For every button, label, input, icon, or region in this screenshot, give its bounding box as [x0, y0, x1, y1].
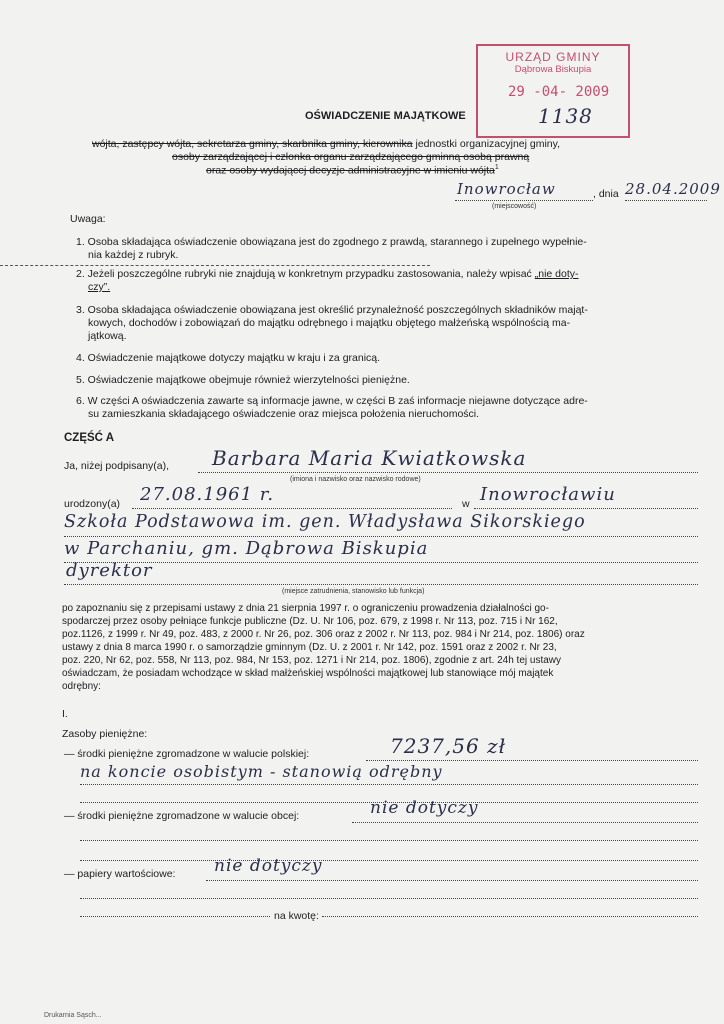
name-field — [198, 448, 698, 473]
notes-divider — [0, 265, 430, 266]
note-line-1: 1. Osoba składająca oświadczenie obowiązana jest do zgodnego z prawdą, starannego i zupełnego wypełnie- — [76, 236, 587, 248]
legal-text-5: poz. 220, Nr 62, poz. 558, Nr 113, poz. 984, Nr 153, poz. 1271 i Nr 214, poz. 1806), zgodnie z art. 24h tej ustawy — [62, 655, 561, 666]
born-place-value: Inowrocławiu — [480, 484, 616, 505]
stamp-date: 29 -04- 2009 — [508, 84, 610, 100]
born-date-value: 27.08.1961 r. — [140, 484, 275, 505]
section-roman: I. — [62, 708, 68, 720]
born-in-label: w — [462, 498, 470, 510]
note-line-11: su zamieszkania składającego oświadczenie oraz miejsca położenia nieruchomości. — [88, 408, 480, 420]
notes-heading: Uwaga: — [70, 213, 106, 225]
work-line-3-value: dyrektor — [66, 560, 153, 581]
note-line-4: czy”. — [88, 281, 111, 293]
stamp-number: 1138 — [538, 104, 593, 128]
pln-field — [366, 734, 698, 761]
header-line-1-struck: wójta, zastępcy wójta, sekretarza gminy, skarbnika gminy, kierownika — [92, 138, 413, 150]
note-line-3-quote: „nie doty- — [534, 268, 579, 280]
header-line-1-rest: jednostki organizacyjnej gminy, — [412, 138, 561, 150]
note-line-6: kowych, dochodów i zobowiązań do majątku odrębnego i majątku objętego małżeńską wspólnością ma- — [88, 317, 571, 329]
stamp-office-name: URZĄD GMINY — [505, 50, 601, 64]
foreign-value: nie dotyczy — [370, 798, 479, 818]
legal-text-3: poz.1126, z 1999 r. Nr 49, poz. 483, z 2000 r. Nr 26, poz. 306 oraz z 2002 r. Nr 113, poz. 984 i Nr 214, poz. 1806) oraz — [62, 629, 585, 640]
foreign-blank-line-1 — [80, 824, 698, 841]
note-line-10: 6. W części A oświadczenia zawarte są informacje jawne, w części B zaś informacje niejawne dotyczące adre- — [76, 395, 588, 407]
date-label: , dnia — [593, 188, 619, 200]
born-date-field — [132, 486, 452, 509]
place-caption: (miejscowość) — [492, 203, 537, 210]
note-line-8: 4. Oświadczenie majątkowe dotyczy majątku w kraju i za granicą. — [76, 352, 381, 364]
header-line-3-struck: oraz osoby wydającej decyzje administracyjne w imieniu wójta — [206, 164, 495, 177]
note-line-9: 5. Oświadczenie majątkowe obejmuje również wierzytelności pieniężne. — [76, 374, 410, 386]
securities-label: — papiery wartościowe: — [64, 868, 176, 880]
work-line-3 — [64, 562, 698, 585]
amount-prefix-line — [80, 902, 270, 917]
born-label: urodzony(a) — [64, 498, 121, 510]
office-stamp — [476, 44, 630, 138]
pln-label: — środki pieniężne zgromadzone w walucie polskiej: — [64, 748, 310, 760]
pln-note-line — [80, 764, 698, 785]
name-caption: (imiona i nazwisko oraz nazwisko rodowe) — [290, 476, 421, 483]
securities-blank-line — [80, 884, 698, 899]
legal-text-4: ustawy z dnia 8 marca 1990 r. o samorządzie gminnym (Dz. U. z 2001 r. Nr 142, poz. 1591 oraz z 2002 r. Nr 23, — [62, 642, 557, 653]
amount-field — [322, 902, 698, 917]
note-line-3 — [76, 268, 579, 281]
note-line-7: jątkową. — [88, 330, 127, 342]
legal-text-6: oświadczam, że posiadam wchodzące w skład małżeńskiej wspólności majątkowej lub stanowiące mój majątek — [62, 668, 554, 679]
legal-text-7: odrębny: — [62, 681, 101, 692]
header-line-1 — [92, 138, 560, 150]
part-a-heading: CZĘŚĆ A — [64, 432, 115, 444]
header-line-2: osoby zarządzającej i członka organu zarządzającego gminną osobą prawną — [172, 151, 530, 163]
place-value: Inowrocław — [457, 180, 556, 198]
work-line-2-value: w Parchaniu, gm. Dąbrowa Biskupia — [64, 538, 429, 559]
legal-text-1: po zapoznaniu się z przepisami ustawy z dnia 21 sierpnia 1997 r. o ograniczeniu prowadzenia działalności go- — [62, 603, 549, 614]
securities-value: nie dotyczy — [214, 856, 323, 876]
note-line-5: 3. Osoba składająca oświadczenie obowiązana jest określić przynależność poszczególnych składników mająt- — [76, 304, 588, 316]
header-line-3 — [206, 164, 499, 177]
securities-field — [206, 858, 698, 881]
date-value: 28.04.2009 — [625, 180, 721, 198]
note-line-2: nia każdej z rubryk. — [88, 249, 179, 261]
date-field — [625, 180, 721, 201]
legal-text-2: spodarczej przez osoby pełniące funkcje publiczne (Dz. U. Nr 106, poz. 679, z 1998 r. Nr 113, poz. 715 i Nr 162, — [62, 616, 558, 627]
work-line-2 — [64, 538, 698, 563]
work-line-1-value: Szkoła Podstawowa im. gen. Władysława Sikorskiego — [64, 512, 586, 532]
name-value: Barbara Maria Kwiatkowska — [212, 446, 527, 470]
printer-mark: Drukarnia Sąsch... — [44, 1012, 102, 1019]
work-line-1 — [64, 512, 698, 537]
section-heading: Zasoby pieniężne: — [62, 728, 148, 740]
foreign-label: — środki pieniężne zgromadzone w walucie obcej: — [64, 810, 300, 822]
amount-label: na kwotę: — [274, 910, 319, 922]
place-field — [455, 180, 593, 201]
stamp-office-place: Dąbrowa Biskupia — [514, 64, 592, 75]
born-place-field — [474, 486, 698, 509]
document-title: OŚWIADCZENIE MAJĄTKOWE — [305, 110, 466, 122]
pln-value: 7237,56 zł — [390, 734, 507, 758]
note-line-3-text: 2. Jeżeli poszczególne rubryki nie znajdują w konkretnym przypadku zastosowania, należy wpisać — [76, 268, 532, 280]
pln-note-value: na koncie osobistym - stanowią odrębny — [80, 762, 443, 781]
work-caption: (miejsce zatrudnienia, stanowisko lub funkcja) — [282, 588, 425, 595]
footnote-mark: 1 — [494, 164, 499, 171]
foreign-field — [352, 800, 698, 823]
signed-label: Ja, niżej podpisany(a), — [64, 460, 170, 472]
